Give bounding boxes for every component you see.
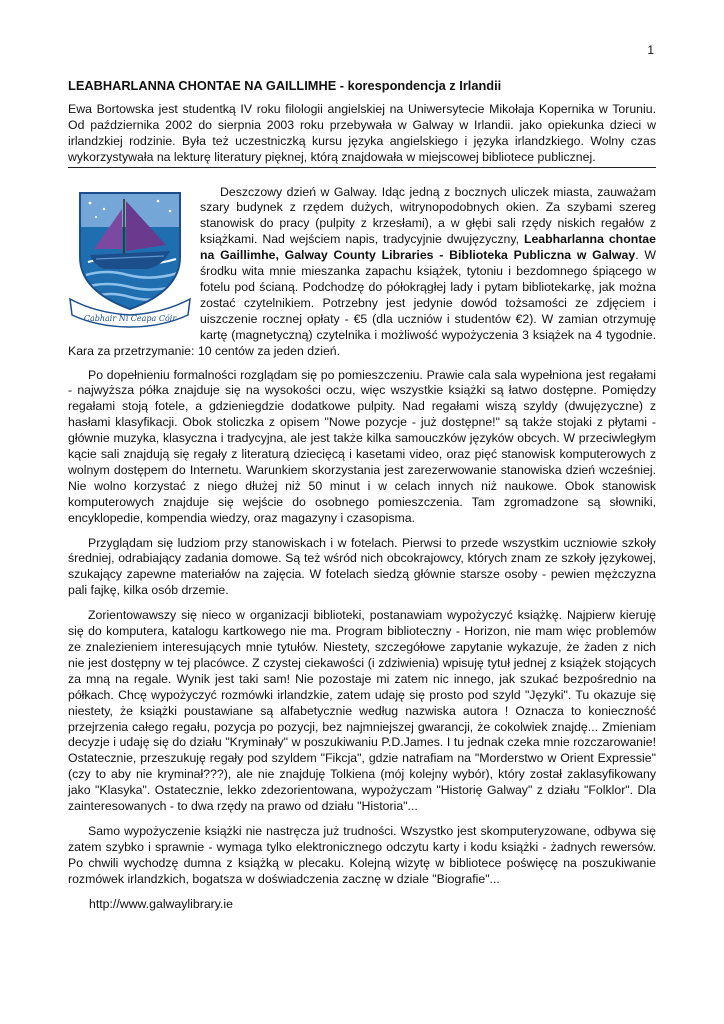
paragraph-5: Samo wypożyczenie książki nie nastręcza już trudności. Wszystko jest skomputeryzowane, odbywa się zatem szybko i sprawnie - wymaga tylko elektronicznego odczytu karty i kodu książki - żadnych rewersów. Po chwili wychodzę dumna z książką w plecaku. Kolejną wizytę w bibliotece poświęcę na poszukiwanie rozmówek irlandzkich, bogatsza w doświadczenia zacznę w dziale "Biografie"... bbox=[68, 823, 656, 886]
paragraph-1: Deszczowy dzień w Galway. Idąc jedną z bocznych uliczek miasta, zauważam szary budynek z rzędem dużych, witrynopodobnych okien. Za szybami szereg stanowisk do pracy (pulpity z krzesłami), a w głębi sali rzędy niskich regałów z książkami. Nad wejściem napis, tradycyjnie dwujęzyczny, Leabharlanna chontae na Gaillimhe, Galway County Libraries - Biblioteka Publiczna w Galway. W środku wita mnie mieszanka zapachu książek, tytoniu i bezdomnego śpiącego w fotelu pod ścianą. Podchodzę do półokrągłej lady i pytam bibliotekarkę, jak można zostać czytelnikiem. Potrzebny jest jedynie dowód tożsamości ze zdjęciem i uiszczenie rocznej opłaty - €5 (dla uczniów i studentów €2). W zamian otrzymuję kartę (magnetyczną) czytelnika i możliwość wypożyczenia 3 książek na 4 tygodnie. Kara za przetrzymanie: 10 centów za jeden dzień. bbox=[68, 184, 656, 358]
crest-image bbox=[66, 187, 194, 328]
document-body bbox=[68, 78, 656, 913]
library-url[interactable]: http://www.galwaylibrary.ie bbox=[89, 896, 233, 911]
paragraph-3: Przyglądam się ludziom przy stanowiskach i w fotelach. Pierwsi to przede wszystkim uczniowie szkoły średniej, odrabiający zadania domowe. Są też wśród nich obcokrajowcy, których znam ze szkoły językowej, szukający zapewne materiałów na zajęcia. W fotelach siedzą głównie starsze osoby - pewien mężczyzna pali fajkę, kilka osób drzemie. bbox=[68, 535, 656, 598]
motto-text: Cabhair Ní Ceapa Cóir bbox=[83, 313, 177, 323]
page-title: LEABHARLANNA CHONTAE NA GAILLIMHE - korespondencja z Irlandii bbox=[68, 78, 502, 93]
page-number: 1 bbox=[647, 43, 654, 57]
library-name: Leabharlanna chontae na Gaillimhe, Galway County Libraries - Biblioteka Publiczna w Galway bbox=[200, 232, 656, 263]
galway-county-libraries-logo bbox=[66, 187, 194, 328]
article bbox=[68, 185, 656, 913]
paragraph-2: Po dopełnieniu formalności rozglądam się po pomieszczeniu. Prawie cala sala wypełniona jest regałami - najwyższa półka znajduje się na wysokości oczu, więc wszystkie książki są łatwo dostępne. Pomiędzy regałami stoją fotele, a gdzieniegdzie dodatkowe pulpity. Nad regałami wiszą szyldy (dwujęzyczne) z hasłami klasyfikacji. Obok stoliczka z opisem "Nowe pozycje - już dostępne!" są także stojaki z płytami - głównie muzyka, klasyczna i tradycyjna, ale jest także kilka samouczków języków obcych. W przeciwległym kącie sali znajdują się regały z literaturą dziecięcą i kasetami video, oraz pięć stanowisk komputerowych z wolnym dostępem do Internetu. Warunkiem skorzystania jest zarezerwowanie stanowiska dzień wcześniej. Nie wolno korzystać z niego dłużej niż 50 minut i w celach innych niż naukowe. Obok stanowisk komputerowych znajduje się wejście do osobnego pomieszczenia. Tam zgromadzone są słowniki, encyklopedie, kompendia wiedzy, oraz magazyny i czasopisma. bbox=[68, 367, 656, 525]
intro-paragraph: Ewa Bortowska jest studentką IV roku filologii angielskiej na Uniwersytecie Mikołaja Kopernika w Toruniu. Od października 2002 do sierpnia 2003 roku przebywała w Galway w Irlandii. jako opiekunka dzieci w irlandzkiej rodzinie. Była też uczestniczką kursu języka angielskiego i języka irlandzkiego. Wolny czas wykorzystywała na lekturę literatury pięknej, którą znajdowała w miejscowej bibliotece publicznej. bbox=[68, 102, 656, 168]
paragraph-4: Zorientowawszy się nieco w organizacji biblioteki, postanawiam wypożyczyć książkę. Najpierw kieruję się do komputera, katalogu kartkowego nie ma. Program biblioteczny - Horizon, nie mam więc problemów ze znalezieniem interesujących mnie tytułów. Niestety, szczegółowe zapytanie wykazuje, że żaden z nich nie jest dostępny w tej placówce. Z czystej ciekawości (i zdziwienia) wpisuję tytuł jednej z książek stojących za mną na regale. Wynik jest taki sam! Nie pozostaje mi zatem nic innego, jak szukać bezpośrednio na półkach. Chcę wypożyczyć rozmówki irlandzkie, zatem udaję się prosto pod szyld "Języki". Tu okazuje się niestety, że książki poustawiane są alfabetycznie według nazwiska autora ! Oznacza to konieczność przejrzenia całego regału, pozycja po pozycji, bez najmniejszej gwarancji, że cokolwiek znajdę... Zmieniam decyzje i udaję się do działu "Kryminały" w poszukiwaniu P.D.James. I tu jednak czeka mnie rozczarowanie! Ostatecznie, przeszukuję regały pod szyldem "Fikcja", gdzie natrafiam na "Morderstwo w Orient Expressie" (czy to aby nie kryminał???), ale nie znajduję Tolkiena (mój kolejny wybór), który został zaklasyfikowany jako "Klasyka". Ostatecznie, lekko zdezorientowana, wypożyczam "Historię Galway" z działu "Folklor". Dla zainteresowanych - to dwa rzędy na prawo od działu "Historia"... bbox=[68, 608, 656, 814]
